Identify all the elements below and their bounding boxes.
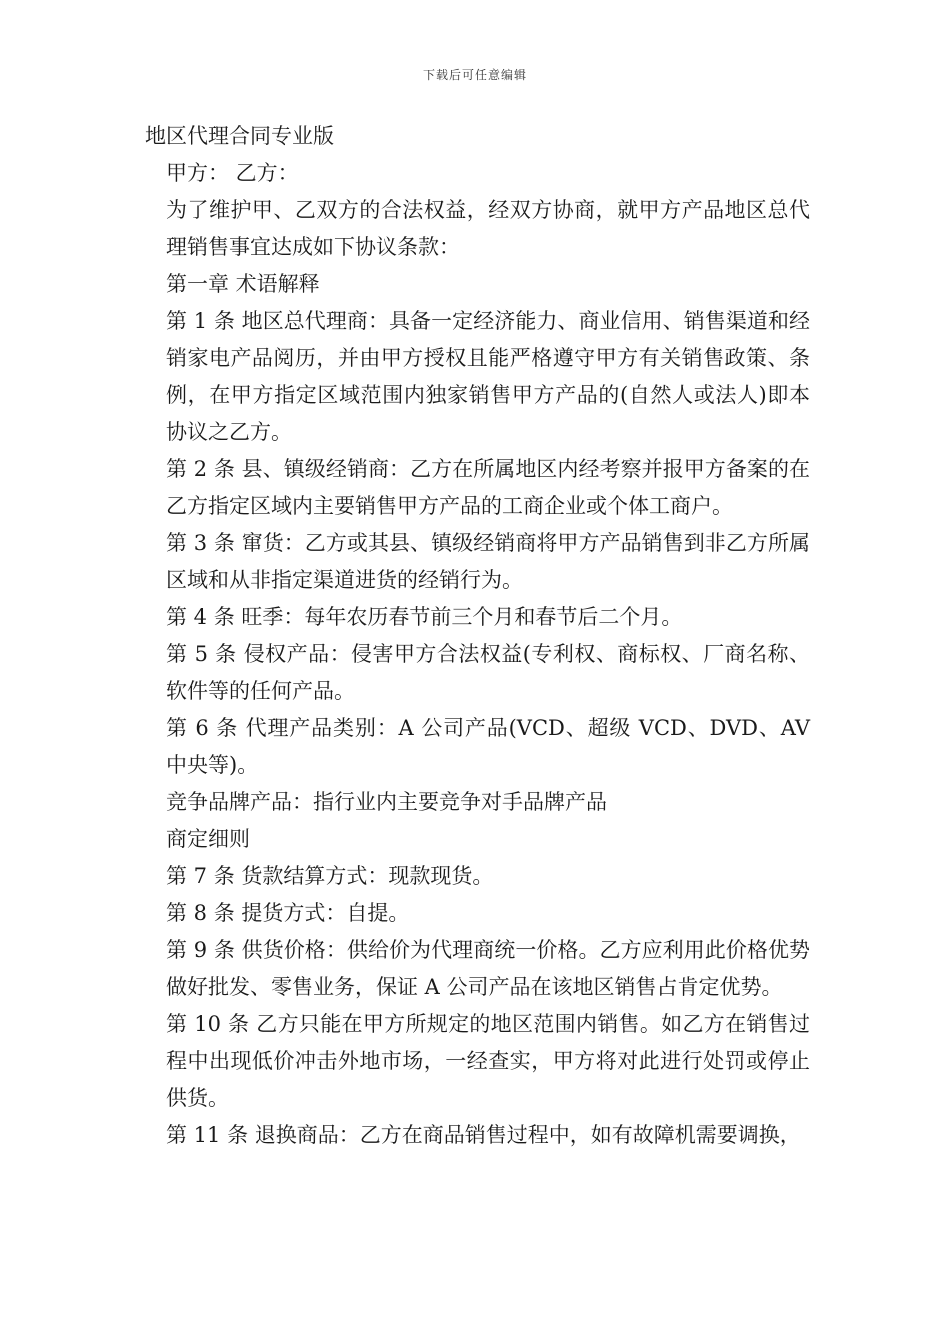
paragraph: 第 8 条 提货方式：自提。 (166, 901, 410, 925)
paragraph: 第 9 条 供货价格：供给价为代理商统一价格。乙方应利用此价格优势做好批发、零售业务，保证 A 公司产品在该地区销售占肯定优势。 (166, 938, 810, 999)
paragraph: 第 11 条 退换商品：乙方在商品销售过程中，如有故障机需要调换， (166, 1123, 801, 1147)
paragraph: 第 2 条 县、镇级经销商：乙方在所属地区内经考察并报甲方备案的在乙方指定区域内主要销售甲方产品的工商企业或个体工商户。 (166, 457, 810, 518)
header-note: 下载后可任意编辑 (422, 68, 527, 82)
paragraph: 第 1 条 地区总代理商：具备一定经济能力、商业信用、销售渠道和经销家电产品阅历，并由甲方授权且能严格遵守甲方有关销售政策、条例，在甲方指定区域范围内独家销售甲方产品的(自然人或法人)即本协议之乙方。 (166, 309, 810, 444)
paragraph: 竞争品牌产品：指行业内主要竞争对手品牌产品 (166, 790, 607, 814)
document-body (145, 118, 810, 1154)
paragraph: 商定细则 (166, 827, 250, 851)
paragraph: 第 5 条 侵权产品：侵害甲方合法权益(专利权、商标权、厂商名称、软件等的任何产品。 (166, 642, 810, 703)
paragraph: 第 6 条 代理产品类别：A 公司产品(VCD、超级 VCD、DVD、AV 中央等)。 (166, 716, 810, 777)
paragraph: 第 4 条 旺季：每年农历春节前三个月和春节后二个月。 (166, 605, 683, 629)
paragraph: 第 3 条 窜货：乙方或其县、镇级经销商将甲方产品销售到非乙方所属区域和从非指定渠道进货的经销行为。 (166, 531, 810, 592)
document-title: 地区代理合同专业版 (145, 124, 334, 148)
paragraph: 第一章 术语解释 (166, 272, 320, 296)
paragraph: 为了维护甲、乙双方的合法权益，经双方协商，就甲方产品地区总代理销售事宜达成如下协议条款： (166, 198, 810, 259)
paragraph: 第 10 条 乙方只能在甲方所规定的地区范围内销售。如乙方在销售过程中出现低价冲击外地市场，一经查实，甲方将对此进行处罚或停止供货。 (166, 1012, 810, 1110)
paragraph: 甲方： 乙方： (166, 161, 299, 185)
paragraph: 第 7 条 货款结算方式：现款现货。 (166, 864, 494, 888)
